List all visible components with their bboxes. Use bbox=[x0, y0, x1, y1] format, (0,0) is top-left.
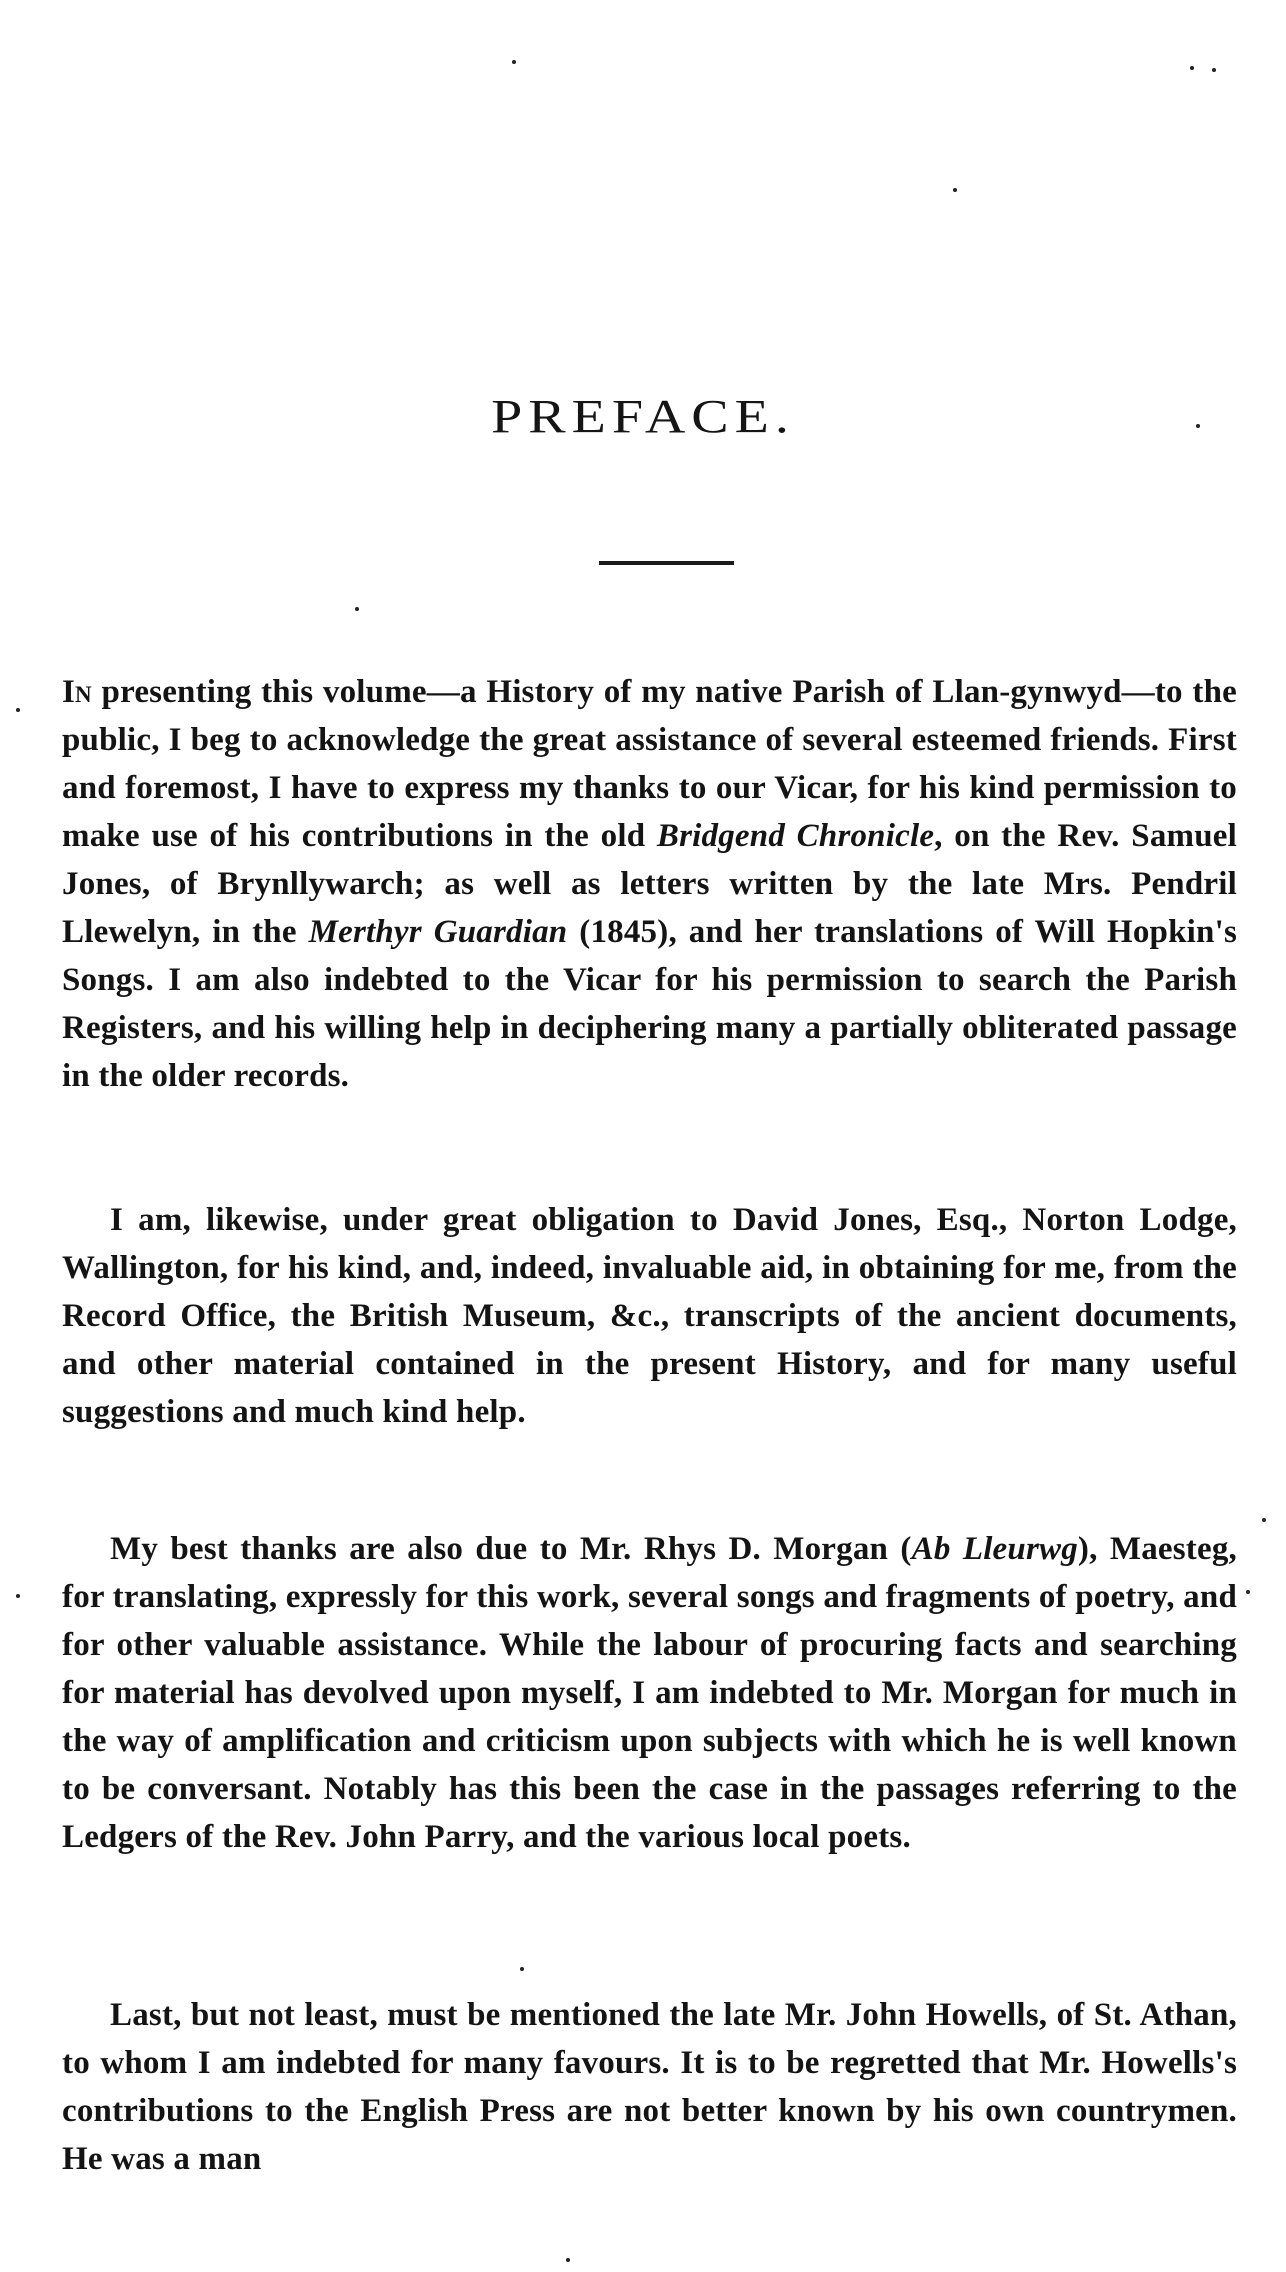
scan-speck bbox=[520, 1967, 524, 1971]
scan-speck bbox=[16, 1594, 20, 1598]
paragraph-text: presenting this volume—a History of my native Parish of Llan-gynwyd—to the public, I beg to acknowledge the great assistance of several esteemed friends. First and foremost, I have to express my thanks to our Vicar, for his kind permission to make use of his contributions in the old bbox=[62, 674, 1237, 854]
paragraph-3 bbox=[62, 1525, 1237, 1861]
paragraph-2 bbox=[62, 1196, 1237, 1436]
paragraph-text: I am, likewise, under great obligation to David Jones, Esq., Norton Lodge, Wallington, for his kind, and, indeed, invaluable aid, in obtaining for me, from the Record Office, the British Museum, &c., transcripts of the ancient documents, and other material contained in the present History, and for many useful suggestions and much kind help. bbox=[62, 1202, 1237, 1430]
scan-speck bbox=[566, 2258, 570, 2262]
page-title: PREFACE. bbox=[491, 390, 795, 444]
scan-speck bbox=[355, 607, 359, 611]
paragraph-4 bbox=[62, 1991, 1237, 2183]
title-rule bbox=[599, 561, 734, 565]
bardic-name: Ab Lleurwg bbox=[911, 1531, 1078, 1567]
paragraph-1 bbox=[62, 668, 1237, 1100]
paragraph-lead: In bbox=[62, 674, 92, 710]
paragraph-text: , on the Rev. Samuel Jones, of Brynllywarch; as well as letters written by the late Mrs. Pendril Llewelyn, in the bbox=[62, 818, 1237, 950]
scan-speck bbox=[953, 188, 957, 192]
scan-speck bbox=[1196, 424, 1200, 428]
scan-speck bbox=[512, 60, 516, 64]
scan-speck bbox=[1190, 66, 1194, 70]
paragraph-text: ), Maesteg, for translating, expressly for this work, several songs and fragments of poetry, and for other valuable assistance. While the labour of procuring facts and searching for material has devolved upon myself, I am indebted to Mr. Morgan for much in the way of amplification and criticism upon subjects with which he is well known to be conversant. Notably has this been the case in the passages referring to the Ledgers of the Rev. John Parry, and the various local poets. bbox=[62, 1531, 1237, 1855]
scan-speck bbox=[1212, 68, 1216, 72]
publication-title: Merthyr Guardian bbox=[308, 914, 568, 950]
publication-title: Bridgend Chronicle bbox=[656, 818, 935, 854]
paragraph-text: Last, but not least, must be mentioned the late Mr. John Howells, of St. Athan, to whom I am indebted for many favours. It is to be regretted that Mr. Howells's contributions to the English Press are not better known by his own countrymen. He was a man bbox=[62, 1997, 1237, 2177]
paragraph-text: My best thanks are also due to Mr. Rhys D. Morgan ( bbox=[110, 1531, 912, 1567]
paragraph-text: (1845), and her translations of Will Hopkin's Songs. I am also indebted to the Vicar for his permission to search the Parish Registers, and his willing help in deciphering many a partially obliterated passage in the older records. bbox=[62, 914, 1237, 1094]
scan-speck bbox=[16, 708, 20, 712]
scan-speck bbox=[1246, 1590, 1250, 1594]
scan-speck bbox=[1262, 1518, 1266, 1522]
